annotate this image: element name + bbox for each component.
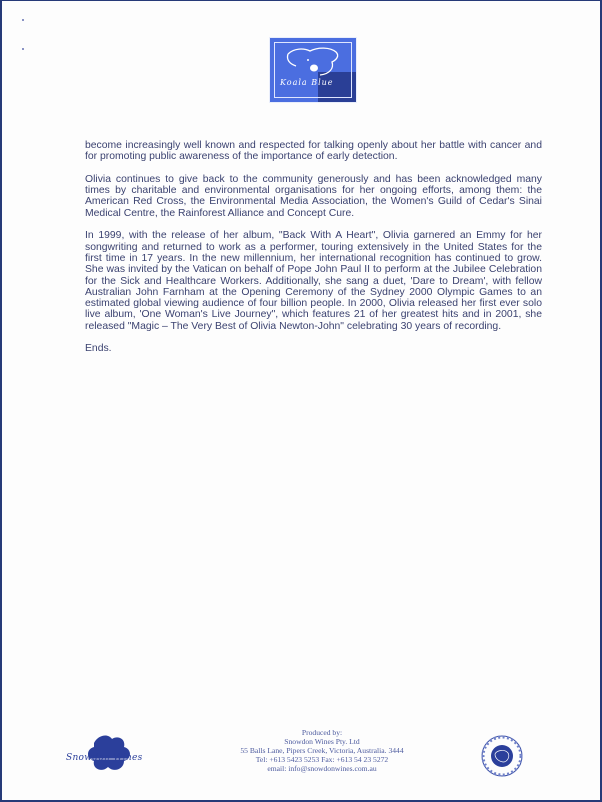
paragraph: become increasingly well known and respected for talking openly about her battle with cancer and for promoting public awareness of the importance of early detection.: [85, 140, 542, 163]
email: email: info@snowdonwines.com.au: [267, 764, 377, 773]
snowdon-wines-logo: [60, 729, 160, 779]
paragraph-ends: Ends.: [85, 343, 112, 355]
body-text: [85, 140, 542, 366]
scan-speck: [22, 19, 24, 21]
paragraph: Olivia continues to give back to the community generously and has been acknowledged many times by charitable and environmental organisations for her ongoing efforts, among them: the American Red Cross, the Environmental Media Association, the Women's Guild of Cedar's Sinai Medical Centre, the Rainforest Alliance and Concept Cure.: [85, 173, 542, 219]
australia-seal-icon: [480, 734, 524, 778]
paragraph: In 1999, with the release of her album, "Back With A Heart", Olivia garnered an Emmy for her songwriting and returned to work as a performer, touring extensively in the United States for the first time in 17 years. In the new millennium, her international recognition has continued to grow. She was invited by the Vatican on behalf of Pope John Paul II to perform at the Jubilee Celebration for the Sick and Healthcare Workers. Additionally, she sang a duet, 'Dare to Dream', with fellow Australian John Farnham at the Opening Ceremony of the Sydney 2000 Olympic Games to an estimated global viewing audience of four billion people. In 2000, Olivia released her first ever solo live album, 'One Woman's Live Journey", which features 21 of her greatest hits and in 2001, she released "Magic – The Very Best of Olivia Newton-John" celebrating 30 years of recording.: [85, 230, 542, 332]
company-name: Snowdon Wines Pty. Ltd: [284, 737, 360, 746]
scan-speck: [22, 48, 24, 50]
koala-icon: [270, 38, 356, 102]
logo-text: Koala Blue: [280, 78, 334, 87]
produced-by: Produced by:: [301, 728, 343, 737]
product-of-australia-seal: [480, 734, 524, 778]
footer-contact: [202, 728, 442, 773]
koala-blue-logo: [269, 37, 357, 103]
snowdon-wines-text: Snowdon Wines: [66, 753, 143, 763]
address: 55 Balls Lane, Pipers Creek, Victoria, Australia. 3444: [240, 746, 404, 755]
phone-fax: Tel: +613 5423 5253 Fax: +613 54 23 5272: [255, 755, 389, 764]
